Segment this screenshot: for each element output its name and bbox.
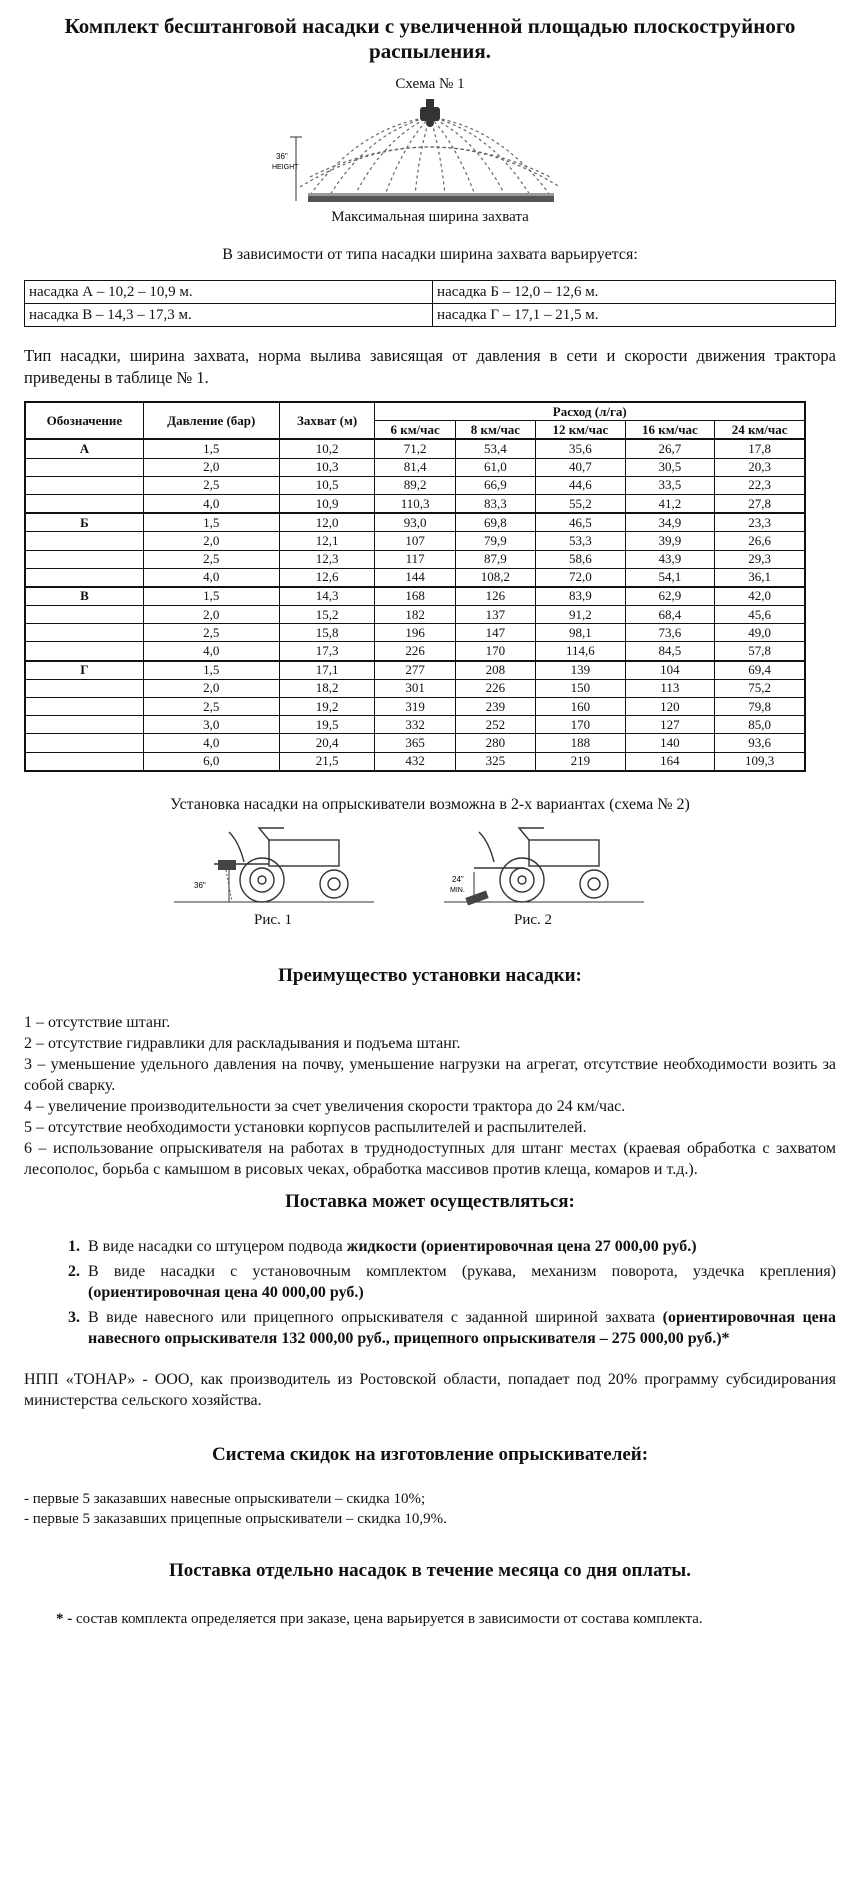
table-cell: 53,4 <box>455 439 535 458</box>
install-text: Установка насадки на опрыскиватели возможна в 2-х вариантах (схема № 2) <box>170 795 690 813</box>
npp-paragraph: НПП «ТОНАР» - ООО, как производитель из Ростовской области, попадает под 20% программу субсидирования министерства сельского хозяйства. <box>24 1370 836 1409</box>
table-cell: 12,6 <box>279 568 375 587</box>
table-cell: 84,5 <box>625 642 715 661</box>
table-cell: 147 <box>455 624 535 642</box>
table-cell: 182 <box>375 606 455 624</box>
table-cell: 117 <box>375 550 455 568</box>
table-row <box>25 734 805 752</box>
supply-text: В виде навесного или прицепного опрыскивателя с заданной шириной захвата <box>88 1308 663 1326</box>
table-cell-designation <box>25 679 143 697</box>
table-cell: 30,5 <box>625 458 715 476</box>
table-cell: 164 <box>625 752 715 771</box>
table-cell: 44,6 <box>536 476 626 494</box>
table-cell: 66,9 <box>455 476 535 494</box>
table-cell: 2,0 <box>143 532 279 550</box>
table-row <box>25 661 805 680</box>
table-cell: 196 <box>375 624 455 642</box>
table-row <box>25 550 805 568</box>
supply-list <box>24 1236 836 1349</box>
table-cell-designation <box>25 624 143 642</box>
table-cell: 33,5 <box>625 476 715 494</box>
table-cell: 2,0 <box>143 679 279 697</box>
angle-label: 36" <box>194 880 206 890</box>
table-cell: 188 <box>536 734 626 752</box>
table-row <box>25 568 805 587</box>
table-cell: 49,0 <box>715 624 805 642</box>
table-cell: 4,0 <box>143 568 279 587</box>
table-cell: 17,1 <box>279 661 375 680</box>
table-row <box>25 476 805 494</box>
table-cell: 301 <box>375 679 455 697</box>
table-cell: 219 <box>536 752 626 771</box>
header-speed: 24 км/час <box>715 421 805 440</box>
table-cell: 35,6 <box>536 439 626 458</box>
table-cell: 319 <box>375 698 455 716</box>
table-cell: 19,5 <box>279 716 375 734</box>
table-cell: 332 <box>375 716 455 734</box>
list-item: 5 – отсутствие необходимости установки корпусов распылителей и распылителей. <box>24 1118 587 1136</box>
width-intro: В зависимости от типа насадки ширина захвата варьируется: <box>222 246 638 263</box>
figure-2-caption: Рис. 2 <box>514 911 553 928</box>
table-cell-designation <box>25 734 143 752</box>
table-cell: 1,5 <box>143 439 279 458</box>
table-cell: 10,3 <box>279 458 375 476</box>
footnote-mark: * - <box>56 1610 76 1627</box>
table-cell: 226 <box>375 642 455 661</box>
table-row <box>25 304 836 327</box>
table-cell: 2,0 <box>143 458 279 476</box>
table-cell-designation <box>25 532 143 550</box>
table-cell: 140 <box>625 734 715 752</box>
table-cell: 2,5 <box>143 624 279 642</box>
table-cell: 114,6 <box>536 642 626 661</box>
table-cell-designation <box>25 716 143 734</box>
height-label-text: HEIGHT <box>272 164 299 171</box>
table-cell: 43,9 <box>625 550 715 568</box>
table-cell: 34,9 <box>625 513 715 532</box>
table-cell: 4,0 <box>143 494 279 513</box>
table-cell: 83,9 <box>536 587 626 606</box>
table-row <box>25 494 805 513</box>
table-cell-designation: В <box>25 587 143 606</box>
tractor-figure-2 <box>444 822 644 912</box>
delivery-heading: Поставка отдельно насадок в течение месяца со дня оплаты. <box>169 1559 691 1581</box>
table-cell: 54,1 <box>625 568 715 587</box>
table-cell: 36,1 <box>715 568 805 587</box>
table-cell: 365 <box>375 734 455 752</box>
table-cell: 126 <box>455 587 535 606</box>
supply-price: (ориентировочная цена 40 000,00 руб.) <box>88 1283 364 1301</box>
nozzle-width-table <box>24 280 836 327</box>
table-cell: 55,2 <box>536 494 626 513</box>
table-cell: 277 <box>375 661 455 680</box>
table-header-row <box>25 402 805 421</box>
list-item: - первые 5 заказавших навесные опрыскиватели – скидка 10%; <box>24 1490 426 1507</box>
table-cell: 127 <box>625 716 715 734</box>
table-cell: 107 <box>375 532 455 550</box>
table-cell-designation <box>25 550 143 568</box>
table-cell: 168 <box>375 587 455 606</box>
supply-price: жидкости (ориентировочная цена 27 000,00 руб.) <box>346 1237 697 1255</box>
list-item: 1 – отсутствие штанг. <box>24 1013 171 1031</box>
table-cell: 239 <box>455 698 535 716</box>
table-cell: насадка Б – 12,0 – 12,6 м. <box>433 281 836 304</box>
list-item: 2 – отсутствие гидравлики для раскладывания и подъема штанг. <box>24 1034 461 1052</box>
tractor-figure-1 <box>174 822 374 912</box>
table-cell: 6,0 <box>143 752 279 771</box>
table-cell: 73,6 <box>625 624 715 642</box>
supply-price: (ориентировочная цена навесного опрыскивателя 132 000,00 руб., прицепного опрыскивателя – 275 000,00 руб.)* <box>88 1308 837 1347</box>
footnote-text: состав комплекта определяется при заказе, цена варьируется в зависимости от состава комплекта. <box>76 1610 703 1627</box>
table-cell: 15,2 <box>279 606 375 624</box>
table-cell: 29,3 <box>715 550 805 568</box>
table-intro: Тип насадки, ширина захвата, норма вылива зависящая от давления в сети и скорости движения трактора приведены в таблице № 1. <box>24 346 836 387</box>
header-speed: 6 км/час <box>375 421 455 440</box>
table-cell: 10,2 <box>279 439 375 458</box>
table-cell: 79,9 <box>455 532 535 550</box>
table-cell: 1,5 <box>143 661 279 680</box>
table-cell: 26,6 <box>715 532 805 550</box>
table-cell: 62,9 <box>625 587 715 606</box>
list-item: - первые 5 заказавших прицепные опрыскиватели – скидка 10,9%. <box>24 1510 447 1527</box>
discounts-list <box>24 1489 836 1529</box>
table-row <box>25 606 805 624</box>
table-cell: 108,2 <box>455 568 535 587</box>
header-designation: Обозначение <box>25 402 143 439</box>
table-cell: 15,8 <box>279 624 375 642</box>
table-cell: 4,0 <box>143 642 279 661</box>
table-cell: 170 <box>536 716 626 734</box>
table-cell: 150 <box>536 679 626 697</box>
table-cell: 69,8 <box>455 513 535 532</box>
footnote <box>24 1609 836 1629</box>
advantages-list <box>24 1012 836 1180</box>
header-flow: Расход (л/га) <box>375 402 805 421</box>
table-cell: 2,5 <box>143 550 279 568</box>
table-cell: 85,0 <box>715 716 805 734</box>
table-cell: 12,1 <box>279 532 375 550</box>
table-row <box>25 439 805 458</box>
table-cell: 137 <box>455 606 535 624</box>
table-row <box>25 458 805 476</box>
table-cell-designation <box>25 698 143 716</box>
table-row <box>25 716 805 734</box>
table-cell: 18,2 <box>279 679 375 697</box>
table-cell: насадка В – 14,3 – 17,3 м. <box>25 304 433 327</box>
advantages-heading: Преимущество установки насадки: <box>278 964 582 986</box>
table-cell: 69,4 <box>715 661 805 680</box>
table-row <box>25 532 805 550</box>
table-cell: 432 <box>375 752 455 771</box>
table-cell: 39,9 <box>625 532 715 550</box>
table-cell: 42,0 <box>715 587 805 606</box>
height-label: 36" <box>276 152 288 161</box>
table-cell: 113 <box>625 679 715 697</box>
table-cell-designation: Г <box>25 661 143 680</box>
table-cell: 41,2 <box>625 494 715 513</box>
table-cell: 2,5 <box>143 476 279 494</box>
table-row <box>25 679 805 697</box>
angle-label: 24" <box>452 874 464 884</box>
list-item <box>84 1236 836 1257</box>
list-item: 6 – использование опрыскивателя на работах в труднодоступных для штанг местах (краевая обработка с захватом лесополос, борьба с камышом в рисовых чеках, обработка массивов против клеща, комаров и т.д.). <box>24 1139 836 1178</box>
table-cell: 2,5 <box>143 698 279 716</box>
scheme-1-caption: Максимальная ширина захвата <box>331 209 529 225</box>
table-cell: 10,9 <box>279 494 375 513</box>
table-cell: 14,3 <box>279 587 375 606</box>
table-row <box>25 513 805 532</box>
discounts-heading: Система скидок на изготовление опрыскивателей: <box>211 1443 649 1465</box>
flow-rate-table <box>24 401 806 772</box>
table-cell: 12,0 <box>279 513 375 532</box>
table-cell: 104 <box>625 661 715 680</box>
table-cell: 93,6 <box>715 734 805 752</box>
header-width: Захват (м) <box>279 402 375 439</box>
table-cell: 46,5 <box>536 513 626 532</box>
table-cell: насадка Г – 17,1 – 21,5 м. <box>433 304 836 327</box>
flow-table-body <box>25 439 805 770</box>
table-cell: 208 <box>455 661 535 680</box>
table-row <box>25 624 805 642</box>
supply-text: В виде насадки с установочным комплектом (рукава, механизм поворота, уздечка крепления) <box>88 1262 836 1280</box>
table-cell: 81,4 <box>375 458 455 476</box>
table-cell: 45,6 <box>715 606 805 624</box>
table-cell: 3,0 <box>143 716 279 734</box>
table-cell-designation <box>25 568 143 587</box>
table-cell: 17,8 <box>715 439 805 458</box>
header-speed: 16 км/час <box>625 421 715 440</box>
table-cell-designation: Б <box>25 513 143 532</box>
table-cell: 40,7 <box>536 458 626 476</box>
list-item <box>84 1307 836 1349</box>
table-row <box>25 587 805 606</box>
table-cell: 20,3 <box>715 458 805 476</box>
header-pressure: Давление (бар) <box>143 402 279 439</box>
table-row <box>25 281 836 304</box>
table-cell: 22,3 <box>715 476 805 494</box>
table-cell: 26,7 <box>625 439 715 458</box>
page-title: Комплект бесштанговой насадки с увеличенной площадью плоскоструйного распыления. <box>64 14 796 63</box>
table-cell: 139 <box>536 661 626 680</box>
table-cell-designation <box>25 606 143 624</box>
table-cell: 109,3 <box>715 752 805 771</box>
supply-heading: Поставка может осуществляться: <box>285 1190 575 1212</box>
table-cell: 1,5 <box>143 513 279 532</box>
table-cell: 170 <box>455 642 535 661</box>
table-cell: 83,3 <box>455 494 535 513</box>
table-cell: 21,5 <box>279 752 375 771</box>
table-cell: 110,3 <box>375 494 455 513</box>
table-cell: 23,3 <box>715 513 805 532</box>
table-cell: 226 <box>455 679 535 697</box>
table-cell: 280 <box>455 734 535 752</box>
angle-label-min: MIN. <box>450 886 465 894</box>
document-body <box>24 14 836 1629</box>
table-cell: 89,2 <box>375 476 455 494</box>
table-cell: 79,8 <box>715 698 805 716</box>
table-cell-designation <box>25 476 143 494</box>
supply-text: В виде насадки со штуцером подвода <box>88 1237 347 1255</box>
table-cell: 87,9 <box>455 550 535 568</box>
table-cell: 57,8 <box>715 642 805 661</box>
table-cell: 12,3 <box>279 550 375 568</box>
table-cell: 75,2 <box>715 679 805 697</box>
table-cell: 144 <box>375 568 455 587</box>
scheme-1-label: Схема № 1 <box>395 76 465 92</box>
table-cell: 252 <box>455 716 535 734</box>
table-cell: 27,8 <box>715 494 805 513</box>
table-cell: 93,0 <box>375 513 455 532</box>
table-cell: 98,1 <box>536 624 626 642</box>
table-row <box>25 642 805 661</box>
table-row <box>25 698 805 716</box>
table-cell-designation <box>25 494 143 513</box>
table-cell: 72,0 <box>536 568 626 587</box>
table-cell: 58,6 <box>536 550 626 568</box>
table-cell: 91,2 <box>536 606 626 624</box>
figure-1-caption: Рис. 1 <box>254 911 293 928</box>
table-cell: 19,2 <box>279 698 375 716</box>
table-cell: 53,3 <box>536 532 626 550</box>
table-cell: 120 <box>625 698 715 716</box>
list-item <box>84 1261 836 1303</box>
table-cell-designation <box>25 642 143 661</box>
table-cell: 68,4 <box>625 606 715 624</box>
table-cell-designation: А <box>25 439 143 458</box>
table-cell: 17,3 <box>279 642 375 661</box>
table-cell: 1,5 <box>143 587 279 606</box>
table-cell: 71,2 <box>375 439 455 458</box>
table-cell: 160 <box>536 698 626 716</box>
list-item: 3 – уменьшение удельного давления на почву, уменьшение нагрузки на агрегат, отсутствие необходимости возить за собой сварку. <box>24 1055 836 1094</box>
table-cell-designation <box>25 458 143 476</box>
table-cell: 61,0 <box>455 458 535 476</box>
table-cell: 325 <box>455 752 535 771</box>
table-cell: 2,0 <box>143 606 279 624</box>
installation-figures <box>24 822 836 934</box>
table-cell: 4,0 <box>143 734 279 752</box>
table-cell: 10,5 <box>279 476 375 494</box>
table-row <box>25 752 805 771</box>
spray-scheme-illustration <box>270 97 590 209</box>
list-item: 4 – увеличение производительности за счет увеличения скорости трактора до 24 км/час. <box>24 1097 626 1115</box>
table-cell: насадка А – 10,2 – 10,9 м. <box>25 281 433 304</box>
table-cell-designation <box>25 752 143 771</box>
header-speed: 12 км/час <box>536 421 626 440</box>
header-speed: 8 км/час <box>455 421 535 440</box>
table-cell: 20,4 <box>279 734 375 752</box>
